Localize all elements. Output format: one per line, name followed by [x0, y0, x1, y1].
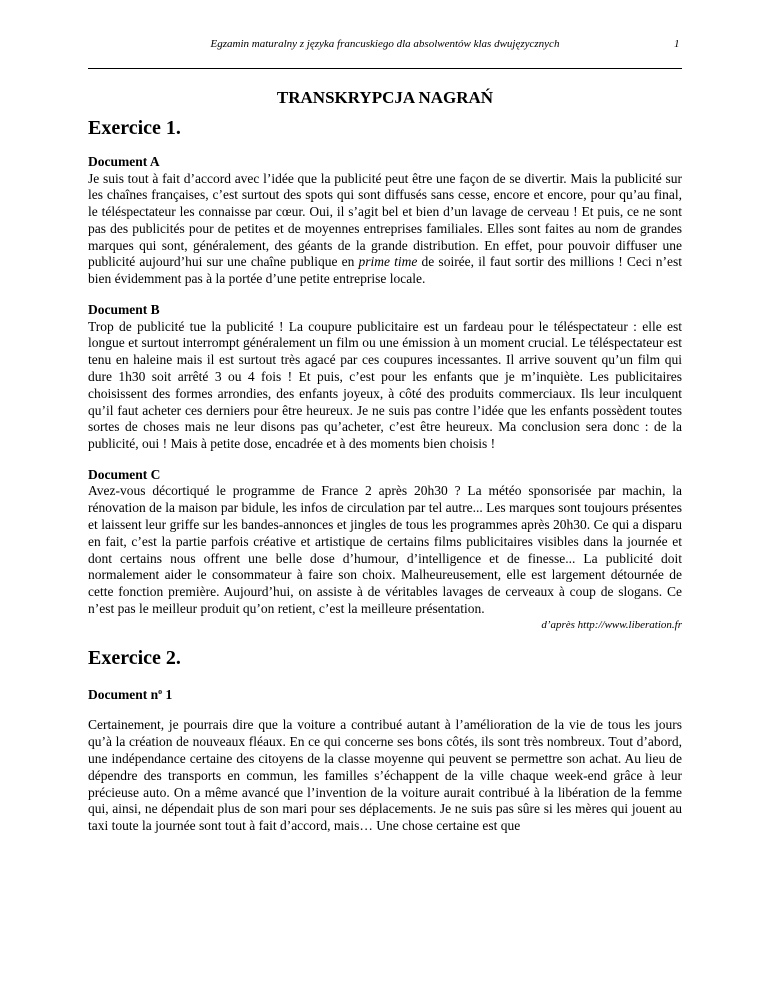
document-b-label: Document B [88, 302, 160, 318]
document-a-italic: prime time [358, 254, 418, 270]
exercise-2-heading: Exercice 2. [88, 646, 181, 669]
main-content [88, 116, 682, 835]
document-c-source: d’après http://www.liberation.fr [541, 618, 682, 631]
document-1-label-sup: o [158, 686, 163, 696]
document-c-text: Avez-vous décortiqué le programme de France 2 après 20h30 ? La météo sponsorisée par machin, la rénovation de la maison par bidule, les infos de circulation par tel autre... Les marques sont toujours présentes et laissent leur griffe sur les bandes-annonces et jingles de tous les programmes après 20h30. Ce qui a disparu en fait, c’est la partie parfois créative et artistique de certains films publicitaires visibles dans la journée et dont certains nous offrent une belle dose d’humour, d’intelligence et de finesse... La publicité doit normalement aider le consommateur à faire son choix. Malheureusement, elle est largement détournée de cette fonction première. Aujourd’hui, on assiste à de véritables lavages de cerveaux à coup de slogans. Ce n’est pas le meilleur produit qu’on retient, c’est la meilleure présentation. [88, 483, 682, 617]
document-1-label [88, 684, 682, 704]
page-title: TRANSKRYPCJA NAGRAŃ [276, 88, 494, 107]
document-a-text-2: de soirée, il faut sortir des millions ! Ceci n’est bien évidemment pas à la portée d’une petite entreprise locale. [88, 254, 682, 287]
document-1-text: Certainement, je pourrais dire que la voiture a contribué autant à l’amélioration de la vie de tous les jours qu’à la création de nouveaux fléaux. En ce qui concerne ses bons côtés, ils sont très nombreux. Tout d’abord, une indépendance certaine des citoyens de la classe moyenne qui peuvent se permettre son achat. Au lieu de dépendre des transports en commun, les familles s’échappent de la ville chaque week-end grâce à leur précieuse auto. On a même avancé que l’invention de la voiture aurait contribué à la libération de la femme qui, ainsi, ne dépendait plus de son mari pour ses déplacements. Je ne suis pas sûre si les mères qui jouent au taxi toute la journée sont tout à fait d’accord, mais… Une chose certaine est que [88, 717, 682, 834]
running-header: Egzamin maturalny z języka francuskiego dla absolwentów klas dwujęzycznych [210, 38, 560, 50]
document-1-label-text: Document n [88, 686, 159, 702]
header-divider [88, 68, 682, 69]
document-1-label-num: 1 [162, 686, 173, 702]
document-a-text [88, 171, 682, 289]
document-a-label: Document A [88, 154, 160, 169]
exercise-1-heading: Exercice 1. [88, 117, 181, 139]
document-b-text: Trop de publicité tue la publicité ! La coupure publicitaire est un fardeau pour le téléspectateur : elle est longue et surtout interrompt généralement un film ou une émission à un moment crucial. Le téléspectateur est tenu en haleine mais il est surtout très agacé par ces coupures incessantes. Il arrive souvent qu’un film qui dure 1h30 soit arrêté 3 ou 4 fois ! Et puis, c’est pour les enfants que je m’inquiète. Les publicitaires choisissent des formes arrondies, des enfants joyeux, à côté des produits commerciaux. Ils leur inculquent qu’il faut acheter ces derniers pour être heureux. Je ne suis pas contre l’idée que les enfants possèdent toutes sortes de choses mais ne leur disons pas qu’acheter, c’est être heureux. Ma conclusion sera donc : de la publicité, oui ! Mais à petite dose, encadrée et à des moments bien choisis ! [88, 318, 682, 452]
page-number: 1 [674, 38, 680, 50]
document-c-label: Document C [88, 466, 161, 482]
document-a-text-1: Je suis tout à fait d’accord avec l’idée que la publicité peut être une façon de se divertir. Mais la publicité sur les chaînes françaises, c’est surtout des spots qui sont diffusés sans cesse, encore et encore, pour qu’au final, le téléspectateur les connaisse par cœur. Oui, il s’agit bel et bien d’un lavage de cerveau ! Et puis, ce ne sont pas des publicités pour de petites et de moyennes entreprises familiales. Elles sont faites au nom de grandes marques qui sont, généralement, des géants de la grande distribution. En effet, pour pouvoir diffuser une publicité aujourd’hui sur une chaîne publique en [88, 170, 682, 270]
